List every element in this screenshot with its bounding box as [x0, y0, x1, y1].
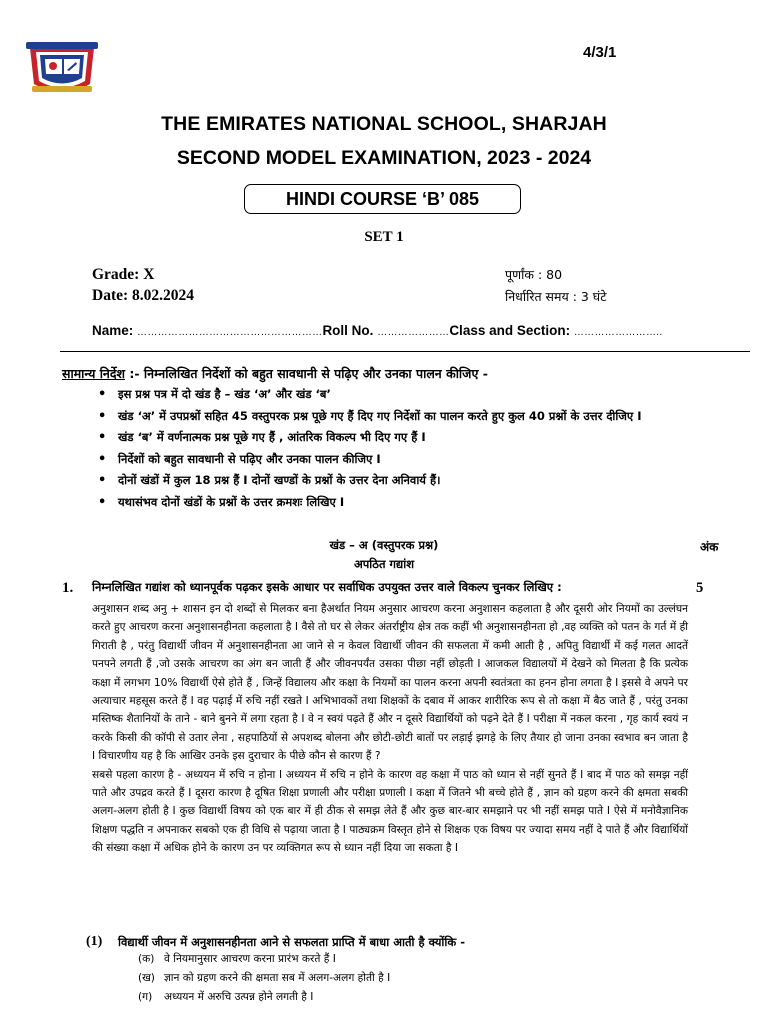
question-number: 1.: [62, 580, 74, 596]
time-allowed-label: निर्धारित समय : 3 घंटे: [505, 289, 607, 304]
instruction-item: • खंड ‘अ’ में उपप्रश्नों सहित 45 वस्तुपरक प्रश्न पूछे गए हैं दिए गए निर्देशों का पालन करते हुए कुल 40 प्रश्नों के उत्तर दीजिए I: [118, 406, 738, 428]
school-logo: [24, 40, 100, 98]
subquestion-text: विद्यार्थी जीवन में अनुशासनहीनता आने से सफलता प्राप्ति में बाधा आती है क्योंकि -: [118, 935, 465, 949]
course-title-box: HINDI COURSE ‘B’ 085: [244, 184, 521, 214]
option-item: [138, 969, 390, 988]
section-subheading: अपठित गद्यांश: [353, 557, 415, 571]
roll-label: Roll No.: [322, 323, 374, 338]
general-instructions-heading: [62, 365, 488, 382]
class-section-label: Class and Section:: [449, 323, 571, 338]
instruction-item: • यथासंभव दोनों खंडों के प्रश्नों के उत्तर क्रमशः लिखिए I: [118, 492, 738, 514]
grade-label: Grade: X: [92, 266, 155, 283]
option-label: (ख): [138, 972, 155, 984]
option-text: ज्ञान को ग्रहण करने की क्षमता सब में अलग-अलग होती है I: [164, 972, 391, 984]
section-heading: खंड – अ (वस्तुपरक प्रश्न): [329, 538, 439, 552]
set-label: SET 1: [364, 229, 404, 245]
paper-code: 4/3/1: [583, 44, 617, 61]
roll-field: …………………: [377, 327, 450, 338]
question-text: निम्नलिखित गद्यांश को ध्यानपूर्वक पढ़कर इसके आधार पर सर्वाधिक उपयुक्त उत्तर वाले विकल्प चुनकर लिखिए :: [92, 580, 562, 594]
class-section-field: ……………………..: [573, 327, 663, 338]
passage-paragraph: सबसे पहला कारण है - अध्ययन में रुचि न होना I अध्ययन में रुचि न होने के कारण वह कक्षा में पाठ को ध्यान से नहीं सुनते हैं I बाद में पाठ को समझ नहीं पाते और उपद्रव करते हैं I दूसरा कारण है दूषित शिक्षा प्रणाली और परीक्षा प्रणाली I कक्षा में जितने भी बच्चे होते हैं , ज्ञान को ग्रहण करने की क्षमता सबकी अलग-अलग होती है I कुछ विद्यार्थी विषय को एक बार में ही ठीक से समझ लेते हैं और कुछ बार-बार समझाने पर भी नहीं समझ पाते I ऐसे में मनोवैज्ञानिक शिक्षण पद्धति न अपनाकर सबको एक ही विधि से पढ़ाया जाता है I पाठ्यक्रम विस्तृत होने से शिक्षक एक विषय पर ज्यादा समय नहीं दे पाते हैं और विद्यार्थियों की संख्या कक्षा में अधिक होने के कारण उन पर व्यक्तिगत रूप से ध्यान नहीं दिया जा सकता है I: [92, 768, 688, 855]
instruction-item: • निर्देशों को बहुत सावधानी से पढ़िए और उनका पालन कीजिए I: [118, 449, 738, 471]
header-divider: [60, 351, 750, 352]
exam-title: SECOND MODEL EXAMINATION, 2023 - 2024: [176, 147, 592, 169]
marks-column-heading: अंक: [700, 540, 719, 554]
name-label: Name:: [92, 323, 134, 338]
instruction-item: • खंड ‘ब’ में वर्णनात्मक प्रश्न पूछे गए हैं , आंतरिक विकल्प भी दिए गए हैं I: [118, 427, 738, 449]
general-instructions-intro: :- निम्नलिखित निर्देशों को बहुत सावधानी से पढ़िए और उनका पालन कीजिए -: [129, 366, 488, 381]
student-info-line: [92, 323, 692, 338]
school-name: THE EMIRATES NATIONAL SCHOOL, SHARJAH: [161, 113, 607, 135]
unseen-passage: [92, 600, 688, 858]
instructions-list: [118, 384, 738, 513]
subquestion-number: (1): [86, 934, 103, 949]
option-item: [138, 988, 390, 1007]
general-instructions-title: सामान्य निर्देश: [62, 366, 126, 381]
instruction-item: • इस प्रश्न पत्र में दो खंड है – खंड ‘अ’ और खंड ‘ब’: [118, 384, 738, 406]
passage-paragraph: अनुशासन शब्द अनु + शासन इन दो शब्दों से मिलकर बना हैअर्थात नियम अनुसार आचरण करना अनुशासन कहलाता है और दूसरी ओर नियमों का उल्लंघन करते हुए आचरण करना अनुशासनहीनता कहलाता है I वैसे तो घर से लेकर अंतर्राष्ट्रीय क्षेत्र तक कहीं भी अनुशासनहीनता हो ,वह व्यक्ति को पतन के गर्त में ही गिराती है , परंतु विद्यार्थी जीवन में अनुशासनहीनता आ जाने से न केवल विद्यार्थी जीवन की सफलता में कमी आती है , अपितु विद्यार्थी में कई गलत आदतें पनपने लगती हैं ,जो उसके आचरण का अंग बन जाती हैं और जीवनपर्यंत उसका पीछा नहीं छोड़ती I आजकल विद्यालयों में देखने को मिलता है कि प्रत्येक कक्षा में लगभग 10% विद्यार्थी ऐसे होते हैं , जिन्हें विद्यालय और कक्षा के नियमों का पालन करना अपनी स्वतंत्रता का हनन होना लगता है I इससे वे अपने पर अत्याचार महसूस करते हैं I वह पढ़ाई में रुचि नहीं रखते I अभिभावकों तथा शिक्षकों के दबाव में आकर शारीरिक रूप से तो कक्षा में बैठ जाते हैं , परंतु उनका मस्तिष्क शैतानियों के ताने - बाने बुनने में लगा रहता है I वे न स्वयं पढ़ते हैं और न दूसरे विद्यार्थियों को पढ़ने देते हैं I परीक्षा में नकल करना , गृह कार्य स्वयं न करके किसी की कॉपी से उतार लेना , सहपाठियों से अपशब्द बोलना और छोटी-छोटी बातों पर लड़ाई झगड़े के लिए तैयार हो जाना उनका स्वभाव बन जाता है I विचारणीय यह है कि आखिर उनके इस दुराचार के पीछे कौन से कारण हैं ?: [92, 603, 688, 763]
instruction-item: • दोनों खंडों में कुल 18 प्रश्न हैं I दोनों खण्डों के प्रश्नों के उत्तर देना अनिवार्य हैं।: [118, 470, 738, 492]
options-list: [138, 950, 390, 1007]
option-label: (ग): [138, 991, 153, 1003]
option-item: [138, 950, 390, 969]
date-label: Date: 8.02.2024: [92, 287, 195, 304]
option-text: अध्ययन में अरुचि उत्पन्न होने लगती है I: [164, 991, 314, 1003]
max-marks-label: पूर्णांक : 80: [505, 267, 563, 282]
option-label: (क): [138, 953, 155, 965]
name-field: ………………………………………………: [137, 327, 323, 338]
option-text: वे नियमानुसार आचरण करना प्रारंभ करते हैं I: [164, 953, 336, 965]
question-marks: 5: [696, 580, 704, 596]
